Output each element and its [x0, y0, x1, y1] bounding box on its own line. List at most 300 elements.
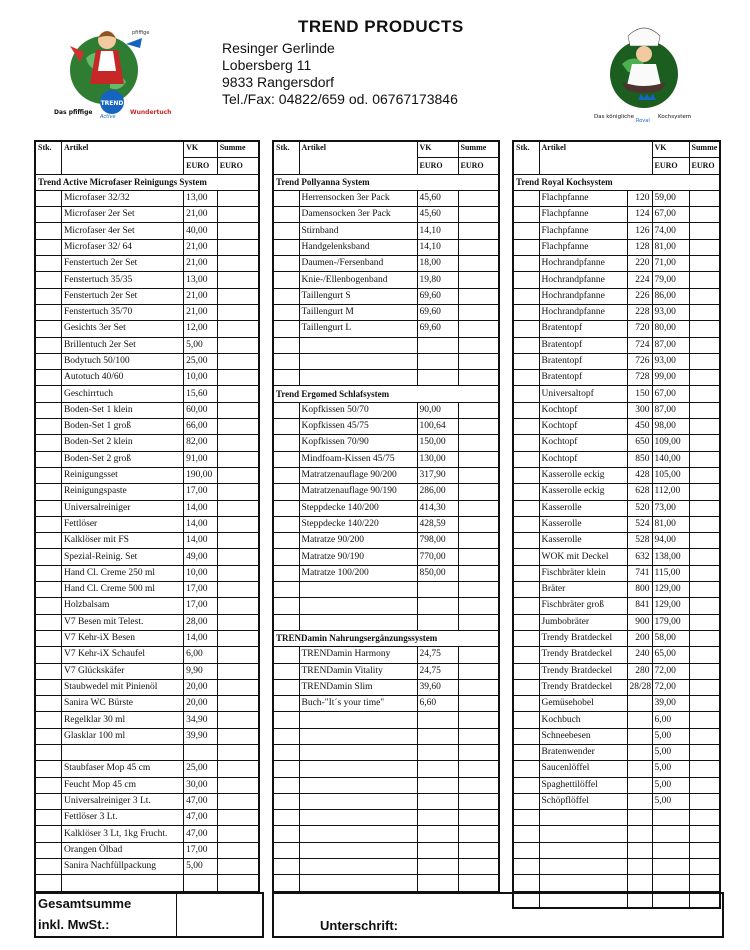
sum-cell[interactable]: [217, 533, 259, 549]
sum-cell[interactable]: [458, 728, 499, 744]
quantity-cell[interactable]: [35, 353, 61, 369]
sum-cell[interactable]: [458, 370, 499, 386]
quantity-cell[interactable]: [513, 435, 539, 451]
quantity-cell[interactable]: [35, 435, 61, 451]
quantity-cell[interactable]: [513, 321, 539, 337]
quantity-cell[interactable]: [513, 272, 539, 288]
quantity-cell[interactable]: [273, 500, 299, 516]
quantity-cell[interactable]: [513, 353, 539, 369]
quantity-cell[interactable]: [513, 565, 539, 581]
total-box: [34, 892, 264, 938]
quantity-cell[interactable]: [273, 875, 299, 892]
table-row: [35, 353, 259, 369]
sum-cell[interactable]: [689, 712, 720, 728]
sum-cell[interactable]: [689, 435, 720, 451]
table-row: [35, 549, 259, 565]
sum-cell[interactable]: [458, 239, 499, 255]
quantity-cell[interactable]: [273, 484, 299, 500]
sum-cell[interactable]: [458, 484, 499, 500]
sum-cell[interactable]: [689, 679, 720, 695]
quantity-cell[interactable]: [35, 582, 61, 598]
sum-cell[interactable]: [458, 712, 499, 728]
sum-cell[interactable]: [689, 761, 720, 777]
sum-cell[interactable]: [217, 582, 259, 598]
quantity-cell[interactable]: [513, 679, 539, 695]
quantity-cell[interactable]: [273, 272, 299, 288]
article-name: Handgelenksband: [299, 239, 417, 255]
sum-cell[interactable]: [458, 647, 499, 663]
sum-cell[interactable]: [217, 744, 259, 760]
quantity-cell[interactable]: [35, 630, 61, 646]
sum-cell[interactable]: [458, 516, 499, 532]
table-row: [513, 728, 720, 744]
quantity-cell[interactable]: [513, 582, 539, 598]
price-cell: 24,75: [417, 663, 458, 679]
sum-cell[interactable]: [458, 207, 499, 223]
quantity-cell[interactable]: [513, 647, 539, 663]
quantity-cell[interactable]: [273, 712, 299, 728]
sum-cell[interactable]: [217, 761, 259, 777]
sum-cell[interactable]: [689, 630, 720, 646]
quantity-cell[interactable]: [35, 288, 61, 304]
price-cell: 58,00: [652, 630, 689, 646]
table-row: [35, 484, 259, 500]
quantity-cell[interactable]: [513, 386, 539, 402]
sum-cell[interactable]: [689, 223, 720, 239]
sum-cell[interactable]: [217, 419, 259, 435]
sum-cell[interactable]: [689, 842, 720, 858]
sum-cell[interactable]: [217, 875, 259, 892]
sum-cell[interactable]: [458, 467, 499, 483]
table-row: [513, 272, 720, 288]
sum-cell[interactable]: [689, 810, 720, 826]
quantity-cell[interactable]: [513, 598, 539, 614]
sum-cell[interactable]: [217, 826, 259, 842]
quantity-cell[interactable]: [35, 728, 61, 744]
sum-cell[interactable]: [689, 370, 720, 386]
sum-cell[interactable]: [689, 484, 720, 500]
trend-active-logo: [52, 18, 176, 118]
quantity-cell[interactable]: [35, 744, 61, 760]
sum-cell[interactable]: [458, 223, 499, 239]
sum-cell[interactable]: [217, 712, 259, 728]
quantity-cell[interactable]: [513, 533, 539, 549]
quantity-cell[interactable]: [273, 337, 299, 353]
price-cell: 109,00: [652, 435, 689, 451]
quantity-cell[interactable]: [35, 549, 61, 565]
quantity-cell[interactable]: [273, 370, 299, 386]
sum-cell[interactable]: [458, 402, 499, 418]
table-row: [35, 728, 259, 744]
table-row: [35, 842, 259, 858]
quantity-cell[interactable]: [513, 630, 539, 646]
quantity-cell[interactable]: [273, 614, 299, 630]
sum-cell[interactable]: [217, 239, 259, 255]
table-row: [35, 712, 259, 728]
quantity-cell[interactable]: [513, 500, 539, 516]
sum-cell[interactable]: [689, 451, 720, 467]
quantity-cell[interactable]: [513, 810, 539, 826]
sum-cell[interactable]: [689, 614, 720, 630]
quantity-cell[interactable]: [273, 582, 299, 598]
sum-cell[interactable]: [458, 321, 499, 337]
sum-cell[interactable]: [689, 467, 720, 483]
quantity-cell[interactable]: [513, 467, 539, 483]
sum-cell[interactable]: [458, 696, 499, 712]
sum-cell[interactable]: [458, 744, 499, 760]
sum-cell[interactable]: [217, 272, 259, 288]
quantity-cell[interactable]: [273, 679, 299, 695]
quantity-cell[interactable]: [273, 728, 299, 744]
quantity-cell[interactable]: [35, 875, 61, 892]
price-cell: 798,00: [417, 533, 458, 549]
sum-cell[interactable]: [689, 337, 720, 353]
sum-cell[interactable]: [689, 663, 720, 679]
section-title: Trend Active Microfaser Reinigungs System: [35, 174, 259, 190]
quantity-cell[interactable]: [513, 696, 539, 712]
quantity-cell[interactable]: [35, 256, 61, 272]
quantity-cell[interactable]: [35, 223, 61, 239]
quantity-cell[interactable]: [273, 467, 299, 483]
quantity-cell[interactable]: [35, 207, 61, 223]
price-cell: 190,00: [184, 467, 218, 483]
quantity-cell[interactable]: [513, 304, 539, 320]
quantity-cell[interactable]: [35, 663, 61, 679]
sum-cell[interactable]: [217, 337, 259, 353]
sum-cell[interactable]: [217, 321, 259, 337]
sum-cell[interactable]: [458, 582, 499, 598]
sum-cell[interactable]: [217, 614, 259, 630]
article-size: [627, 744, 652, 760]
article-name: Kopfkissen 70/90: [299, 435, 417, 451]
table-row: [35, 598, 259, 614]
quantity-cell[interactable]: [513, 744, 539, 760]
sum-cell[interactable]: [458, 679, 499, 695]
sum-cell[interactable]: [689, 419, 720, 435]
sum-cell[interactable]: [217, 598, 259, 614]
sum-cell[interactable]: [217, 386, 259, 402]
quantity-cell[interactable]: [513, 190, 539, 206]
sum-cell[interactable]: [217, 728, 259, 744]
sum-cell[interactable]: [217, 353, 259, 369]
quantity-cell[interactable]: [273, 859, 299, 875]
quantity-cell[interactable]: [513, 207, 539, 223]
signature-box[interactable]: [272, 892, 724, 938]
sum-cell[interactable]: [458, 761, 499, 777]
quantity-cell[interactable]: [273, 353, 299, 369]
sum-cell[interactable]: [689, 728, 720, 744]
quantity-cell[interactable]: [35, 859, 61, 875]
quantity-cell[interactable]: [273, 239, 299, 255]
quantity-cell[interactable]: [35, 598, 61, 614]
quantity-cell[interactable]: [513, 402, 539, 418]
sum-cell[interactable]: [217, 223, 259, 239]
sum-cell[interactable]: [689, 826, 720, 842]
quantity-cell[interactable]: [35, 321, 61, 337]
sum-cell[interactable]: [217, 304, 259, 320]
sum-cell[interactable]: [689, 304, 720, 320]
article-name: Boden-Set 1 klein: [61, 402, 183, 418]
quantity-cell[interactable]: [513, 777, 539, 793]
sum-cell[interactable]: [217, 370, 259, 386]
sum-cell[interactable]: [689, 321, 720, 337]
quantity-cell[interactable]: [513, 614, 539, 630]
quantity-cell[interactable]: [273, 321, 299, 337]
sum-cell[interactable]: [217, 484, 259, 500]
sum-cell[interactable]: [458, 272, 499, 288]
quantity-cell[interactable]: [513, 793, 539, 809]
quantity-cell[interactable]: [35, 696, 61, 712]
quantity-cell[interactable]: [273, 419, 299, 435]
sum-cell[interactable]: [217, 810, 259, 826]
quantity-cell[interactable]: [273, 533, 299, 549]
sum-cell[interactable]: [217, 516, 259, 532]
sum-cell[interactable]: [458, 256, 499, 272]
sum-cell[interactable]: [217, 500, 259, 516]
quantity-cell[interactable]: [35, 679, 61, 695]
sum-cell[interactable]: [458, 777, 499, 793]
price-cell: 72,00: [652, 679, 689, 695]
quantity-cell[interactable]: [35, 337, 61, 353]
sum-cell[interactable]: [217, 630, 259, 646]
sum-cell[interactable]: [217, 549, 259, 565]
sum-cell[interactable]: [217, 663, 259, 679]
quantity-cell[interactable]: [513, 484, 539, 500]
sum-cell[interactable]: [458, 500, 499, 516]
quantity-cell[interactable]: [35, 386, 61, 402]
order-table-cleaning: [34, 140, 260, 893]
sum-cell[interactable]: [458, 353, 499, 369]
sum-cell[interactable]: [689, 272, 720, 288]
sum-cell[interactable]: [458, 859, 499, 875]
sum-cell[interactable]: [689, 239, 720, 255]
sum-cell[interactable]: [217, 190, 259, 206]
quantity-cell[interactable]: [35, 647, 61, 663]
price-cell: 66,00: [184, 419, 218, 435]
sum-cell[interactable]: [689, 696, 720, 712]
sum-cell[interactable]: [689, 516, 720, 532]
sum-cell[interactable]: [689, 288, 720, 304]
sum-cell[interactable]: [689, 793, 720, 809]
sum-cell[interactable]: [689, 549, 720, 565]
sum-cell[interactable]: [689, 875, 720, 891]
sum-cell[interactable]: [458, 826, 499, 842]
sum-cell[interactable]: [458, 663, 499, 679]
price-cell: 45,60: [417, 207, 458, 223]
sum-cell[interactable]: [689, 386, 720, 402]
sum-cell[interactable]: [217, 402, 259, 418]
sum-cell[interactable]: [689, 598, 720, 614]
sum-cell[interactable]: [689, 744, 720, 760]
sum-cell[interactable]: [689, 353, 720, 369]
quantity-cell[interactable]: [513, 337, 539, 353]
quantity-cell[interactable]: [273, 435, 299, 451]
sum-cell[interactable]: [458, 304, 499, 320]
quantity-cell[interactable]: [35, 190, 61, 206]
quantity-cell[interactable]: [273, 256, 299, 272]
article-name: Kasserolle: [539, 533, 627, 549]
sum-cell[interactable]: [458, 842, 499, 858]
price-cell: 72,00: [652, 663, 689, 679]
sum-cell[interactable]: [689, 256, 720, 272]
sum-cell[interactable]: [458, 793, 499, 809]
quantity-cell[interactable]: [513, 419, 539, 435]
sum-cell[interactable]: [458, 565, 499, 581]
quantity-cell[interactable]: [35, 712, 61, 728]
quantity-cell[interactable]: [35, 826, 61, 842]
sum-cell[interactable]: [458, 337, 499, 353]
quantity-cell[interactable]: [513, 728, 539, 744]
quantity-cell[interactable]: [273, 223, 299, 239]
quantity-cell[interactable]: [273, 777, 299, 793]
sum-cell[interactable]: [217, 288, 259, 304]
price-cell: 59,00: [652, 190, 689, 206]
sum-cell[interactable]: [689, 647, 720, 663]
quantity-cell[interactable]: [35, 761, 61, 777]
quantity-cell[interactable]: [35, 516, 61, 532]
price-cell: 15,60: [184, 386, 218, 402]
quantity-cell[interactable]: [513, 875, 539, 891]
quantity-cell[interactable]: [513, 370, 539, 386]
quantity-cell[interactable]: [273, 402, 299, 418]
quantity-cell[interactable]: [35, 484, 61, 500]
quantity-cell[interactable]: [273, 549, 299, 565]
quantity-cell[interactable]: [35, 370, 61, 386]
quantity-cell[interactable]: [513, 223, 539, 239]
quantity-cell[interactable]: [513, 516, 539, 532]
sum-cell[interactable]: [458, 533, 499, 549]
sum-cell[interactable]: [217, 647, 259, 663]
quantity-cell[interactable]: [273, 663, 299, 679]
article-name: Hand Cl. Creme 250 ml: [61, 565, 183, 581]
sum-cell[interactable]: [458, 549, 499, 565]
quantity-cell[interactable]: [513, 256, 539, 272]
price-cell: 5,00: [652, 744, 689, 760]
quantity-cell[interactable]: [513, 549, 539, 565]
quantity-cell[interactable]: [35, 810, 61, 826]
quantity-cell[interactable]: [273, 598, 299, 614]
quantity-cell[interactable]: [273, 190, 299, 206]
sum-cell[interactable]: [458, 435, 499, 451]
quantity-cell[interactable]: [35, 500, 61, 516]
sum-cell[interactable]: [217, 451, 259, 467]
sum-cell[interactable]: [458, 288, 499, 304]
sum-cell[interactable]: [458, 614, 499, 630]
quantity-cell[interactable]: [35, 272, 61, 288]
sum-cell[interactable]: [689, 533, 720, 549]
sum-cell[interactable]: [217, 565, 259, 581]
quantity-cell[interactable]: [273, 826, 299, 842]
quantity-cell[interactable]: [35, 793, 61, 809]
quantity-cell[interactable]: [513, 842, 539, 858]
quantity-cell[interactable]: [513, 826, 539, 842]
quantity-cell[interactable]: [273, 565, 299, 581]
table-row: [273, 500, 499, 516]
sum-cell[interactable]: [217, 777, 259, 793]
quantity-cell[interactable]: [273, 842, 299, 858]
article-size: [627, 826, 652, 842]
sum-cell[interactable]: [458, 451, 499, 467]
quantity-cell[interactable]: [35, 402, 61, 418]
quantity-cell[interactable]: [35, 239, 61, 255]
quantity-cell[interactable]: [35, 565, 61, 581]
sum-cell[interactable]: [689, 565, 720, 581]
quantity-cell[interactable]: [35, 419, 61, 435]
sum-cell[interactable]: [217, 467, 259, 483]
sum-cell[interactable]: [689, 777, 720, 793]
sum-cell[interactable]: [217, 793, 259, 809]
sum-cell[interactable]: [217, 207, 259, 223]
sum-cell[interactable]: [217, 859, 259, 875]
table-row: [513, 647, 720, 663]
article-name: Boden-Set 2 groß: [61, 451, 183, 467]
quantity-cell[interactable]: [273, 761, 299, 777]
article-name: Buch-"It´s your time": [299, 696, 417, 712]
price-cell: 25,00: [184, 353, 218, 369]
quantity-cell[interactable]: [35, 842, 61, 858]
quantity-cell[interactable]: [513, 451, 539, 467]
table-row: [273, 810, 499, 826]
sum-cell[interactable]: [689, 500, 720, 516]
sum-cell[interactable]: [217, 679, 259, 695]
quantity-cell[interactable]: [273, 304, 299, 320]
quantity-cell[interactable]: [35, 777, 61, 793]
sum-cell[interactable]: [217, 256, 259, 272]
price-cell: [417, 728, 458, 744]
sum-cell[interactable]: [689, 859, 720, 875]
sum-cell[interactable]: [458, 190, 499, 206]
quantity-cell[interactable]: [513, 859, 539, 875]
article-name: Matratzenauflage 90/200: [299, 467, 417, 483]
quantity-cell[interactable]: [513, 712, 539, 728]
quantity-cell[interactable]: [273, 451, 299, 467]
article-name: Reinigungspaste: [61, 484, 183, 500]
sum-cell[interactable]: [217, 842, 259, 858]
sum-cell[interactable]: [689, 402, 720, 418]
quantity-cell[interactable]: [35, 614, 61, 630]
sum-cell[interactable]: [217, 696, 259, 712]
quantity-cell[interactable]: [35, 467, 61, 483]
quantity-cell[interactable]: [513, 761, 539, 777]
sum-cell[interactable]: [217, 435, 259, 451]
quantity-cell[interactable]: [273, 288, 299, 304]
price-cell: 45,60: [417, 190, 458, 206]
quantity-cell[interactable]: [273, 647, 299, 663]
sum-cell[interactable]: [458, 419, 499, 435]
quantity-cell[interactable]: [35, 533, 61, 549]
quantity-cell[interactable]: [513, 288, 539, 304]
quantity-cell[interactable]: [513, 239, 539, 255]
sum-cell[interactable]: [458, 810, 499, 826]
sum-cell[interactable]: [689, 190, 720, 206]
table-row: [35, 207, 259, 223]
quantity-cell[interactable]: [273, 696, 299, 712]
sum-cell[interactable]: [689, 582, 720, 598]
sum-cell[interactable]: [458, 598, 499, 614]
sum-cell[interactable]: [458, 875, 499, 892]
article-name: Steppdecke 140/220: [299, 516, 417, 532]
quantity-cell[interactable]: [35, 304, 61, 320]
sum-cell[interactable]: [689, 207, 720, 223]
total-value-field[interactable]: [176, 894, 177, 936]
quantity-cell[interactable]: [273, 744, 299, 760]
quantity-cell[interactable]: [35, 451, 61, 467]
quantity-cell[interactable]: [273, 207, 299, 223]
quantity-cell[interactable]: [273, 810, 299, 826]
quantity-cell[interactable]: [273, 516, 299, 532]
quantity-cell[interactable]: [273, 793, 299, 809]
quantity-cell[interactable]: [513, 663, 539, 679]
